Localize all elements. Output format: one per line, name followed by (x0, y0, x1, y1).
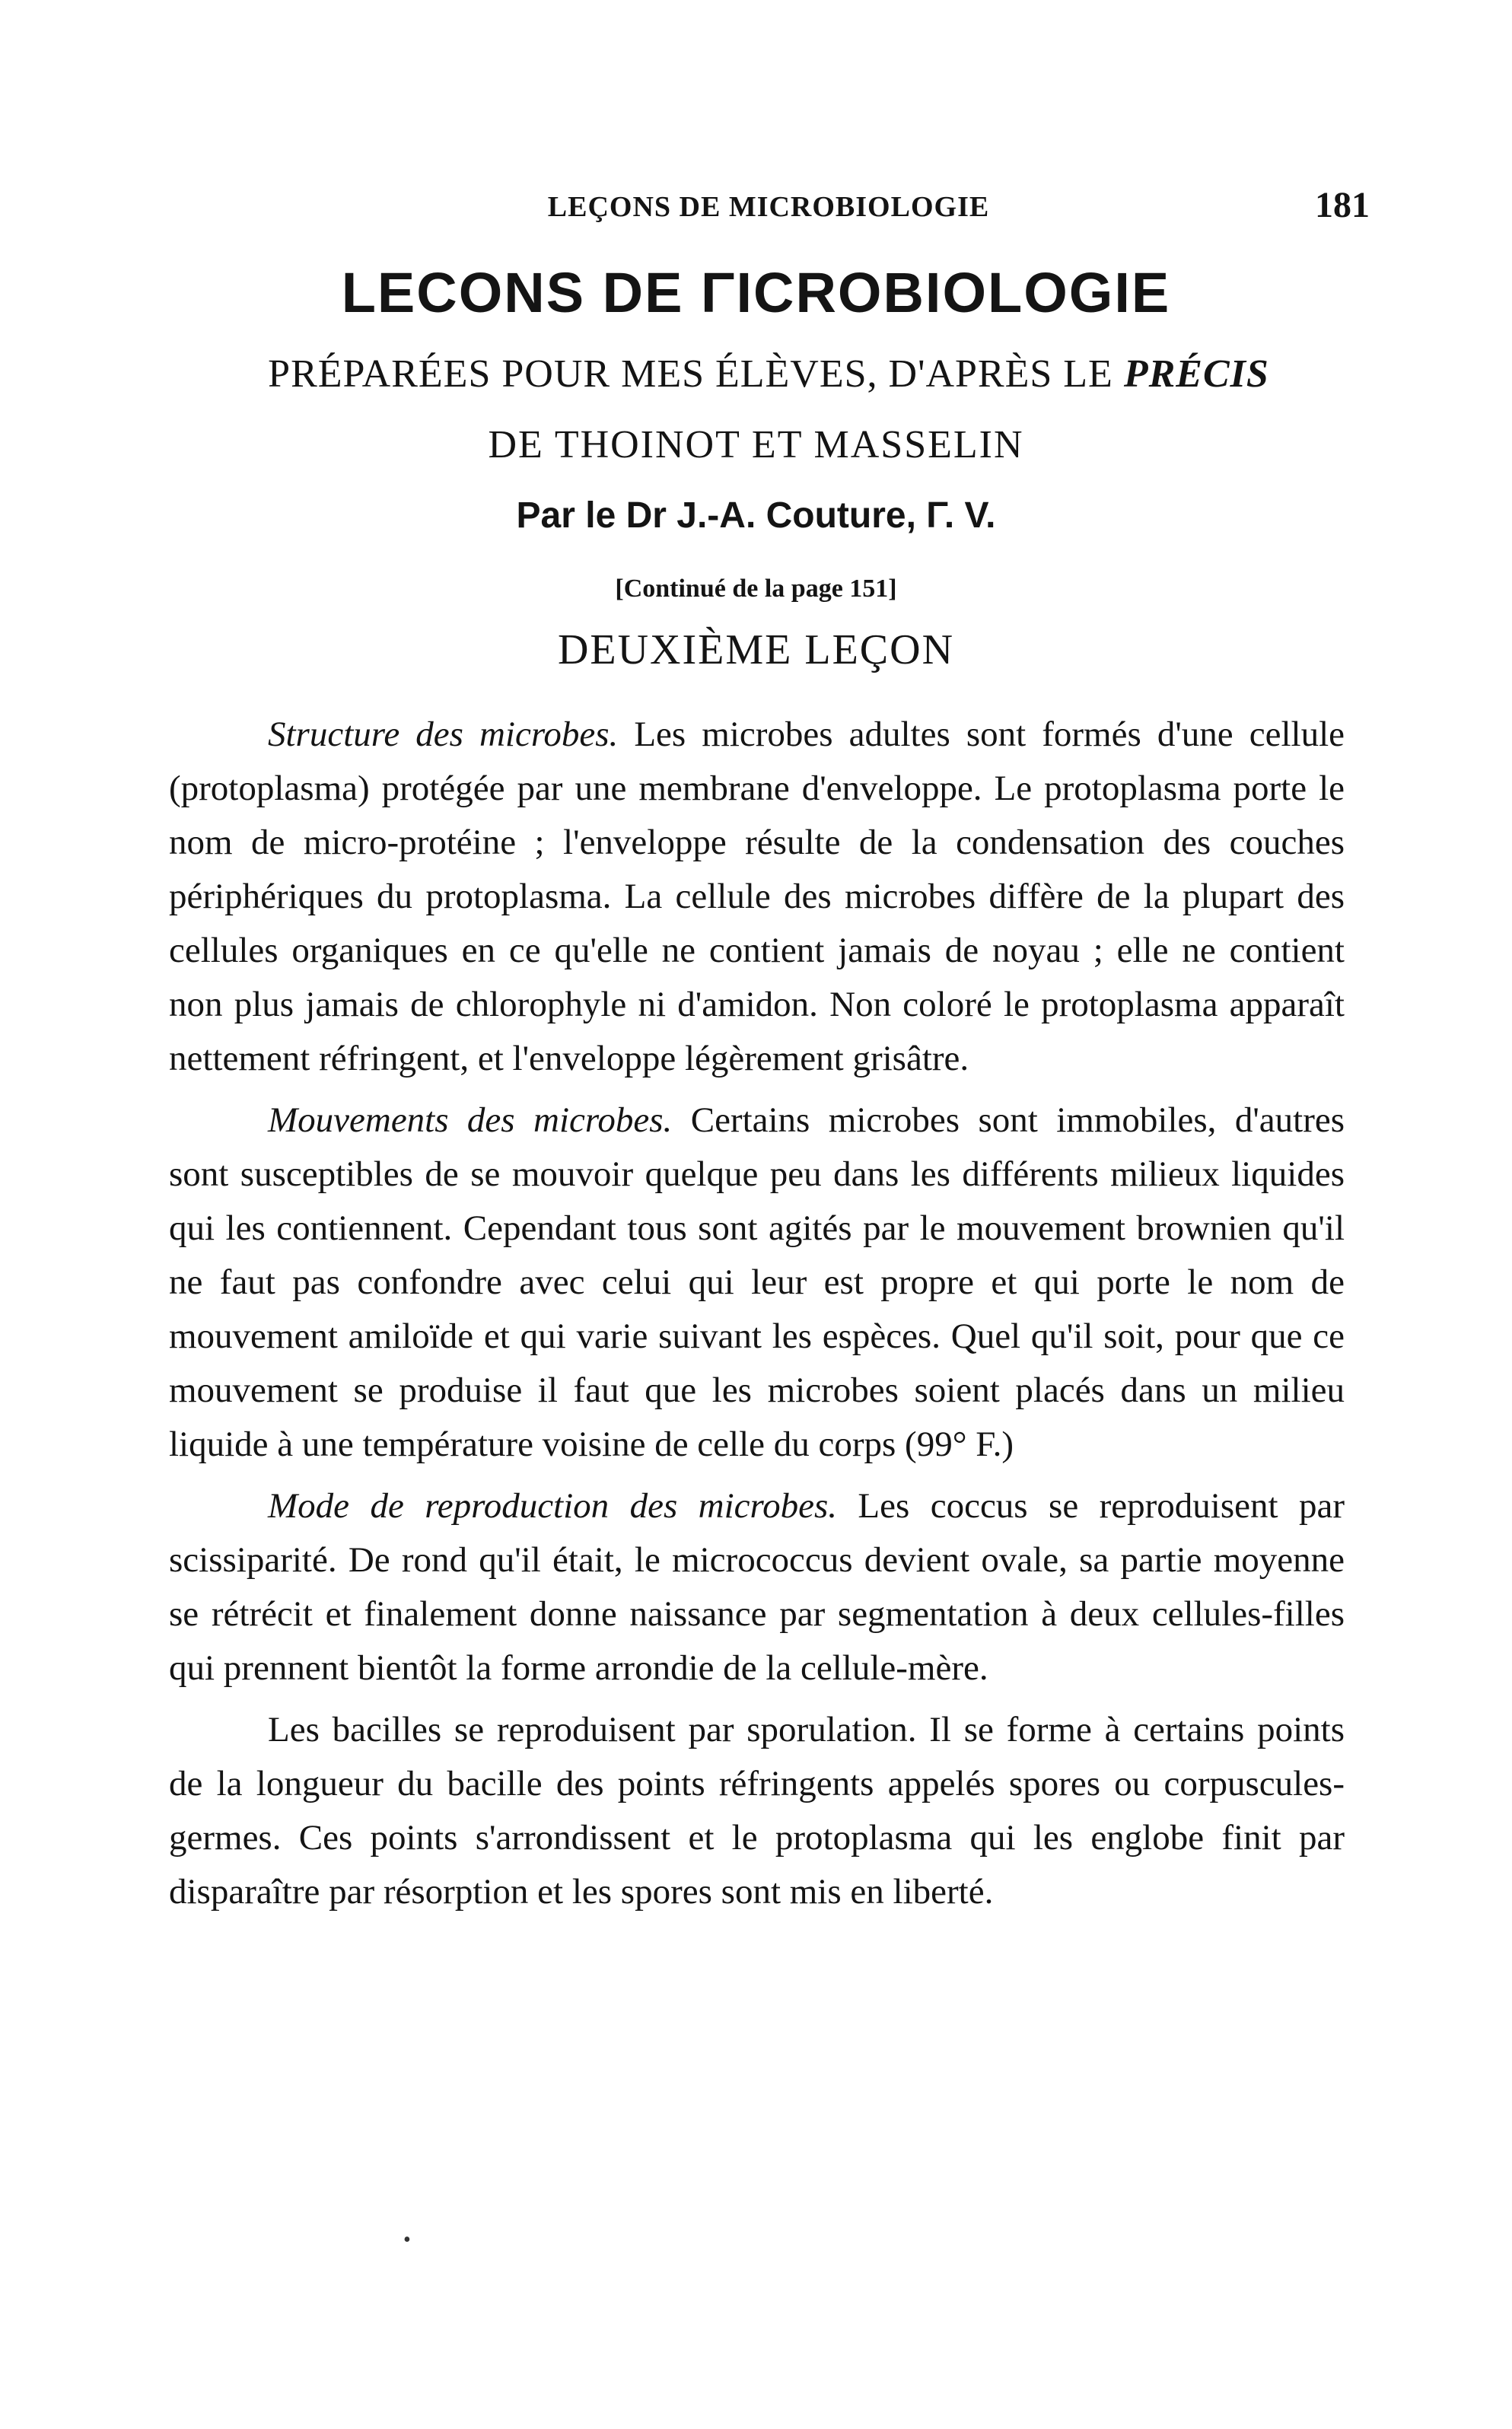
page-number: 181 (1315, 185, 1370, 225)
paragraph-text: Les bacilles se reproduisent par sporulation. Il se forme à certains points de la longueur du bacille des points réfringents appelés spores ou corpuscules-germes. Ces points s'arrondissent et le protoplasma qui les englobe finit par disparaître par résorption et les spores sont mis en liberté. (169, 1710, 1345, 1912)
subtitle-prefix: PRÉPARÉES POUR MES ÉLÈVES, D'APRÈS LE (268, 352, 1124, 396)
subtitle-line-2: DE THOINOT ET MASSELIN (488, 423, 1024, 466)
paragraph-reproduction (169, 1479, 1345, 1695)
paragraph-text: Les coccus se reproduisent par scissiparité. De rond qu'il était, le micrococcus devient ovale, sa partie moyenne se rétrécit et finalement donne naissance par segmentation à deux cellules-filles qui prennent bientôt la forme arrondie de la cellule-mère. (169, 1486, 1345, 1688)
author-byline: Par le Dr J.-A. Couture, Γ. V. (516, 495, 996, 536)
running-title: LEÇONS DE MICROBIOLOGIE (547, 191, 990, 223)
paragraph-text: Certains microbes sont immobiles, d'autres sont susceptibles de se mouvoir quelque peu dans les différents milieux liquides qui les contiennent. Cependant tous sont agités par le mouvement brownien qu'il ne faut pas confondre avec celui qui leur est propre et qui porte le nom de mouvement amiloïde et qui varie suivant les espèces. Quel qu'il soit, pour que ce mouvement se produise il faut que les microbes soient placés dans un milieu liquide à une température voisine de celle du corps (99° F.) (169, 1100, 1345, 1464)
subtitle-italic: PRÉCIS (1123, 352, 1269, 396)
paragraph-bacilli (169, 1703, 1345, 1919)
paragraph-lead: Mode de reproduction des microbes. (268, 1486, 837, 1526)
paragraph-structure (169, 708, 1345, 1086)
body-text (169, 708, 1345, 1927)
continuation-note: [Continué de la page 151] (615, 575, 897, 603)
article-title: LECONS DE ΓICROBIOLOGIE (341, 261, 1171, 324)
paragraph-lead: Mouvements des microbes. (268, 1100, 673, 1140)
subtitle-line-1 (175, 352, 1362, 396)
ink-speck: • (403, 2228, 411, 2252)
paragraph-lead: Structure des microbes. (268, 715, 619, 754)
running-header (167, 185, 1370, 236)
lesson-heading: DEUXIÈME LEÇON (557, 626, 955, 673)
paragraph-movements (169, 1094, 1345, 1472)
paragraph-text: Les microbes adultes sont formés d'une cellule (protoplasma) protégée par une membrane d'enveloppe. Le protoplasma porte le nom de micro-protéine ; l'enveloppe résulte de la condensation des couches périphériques du protoplasma. La cellule des microbes diffère de la plupart des cellules organiques en ce qu'elle ne contient jamais de noyau ; elle ne contient non plus jamais de chlorophyle ni d'amidon. Non coloré le protoplasma apparaît nettement réfringent, et l'enveloppe légèrement grisâtre. (169, 715, 1345, 1078)
